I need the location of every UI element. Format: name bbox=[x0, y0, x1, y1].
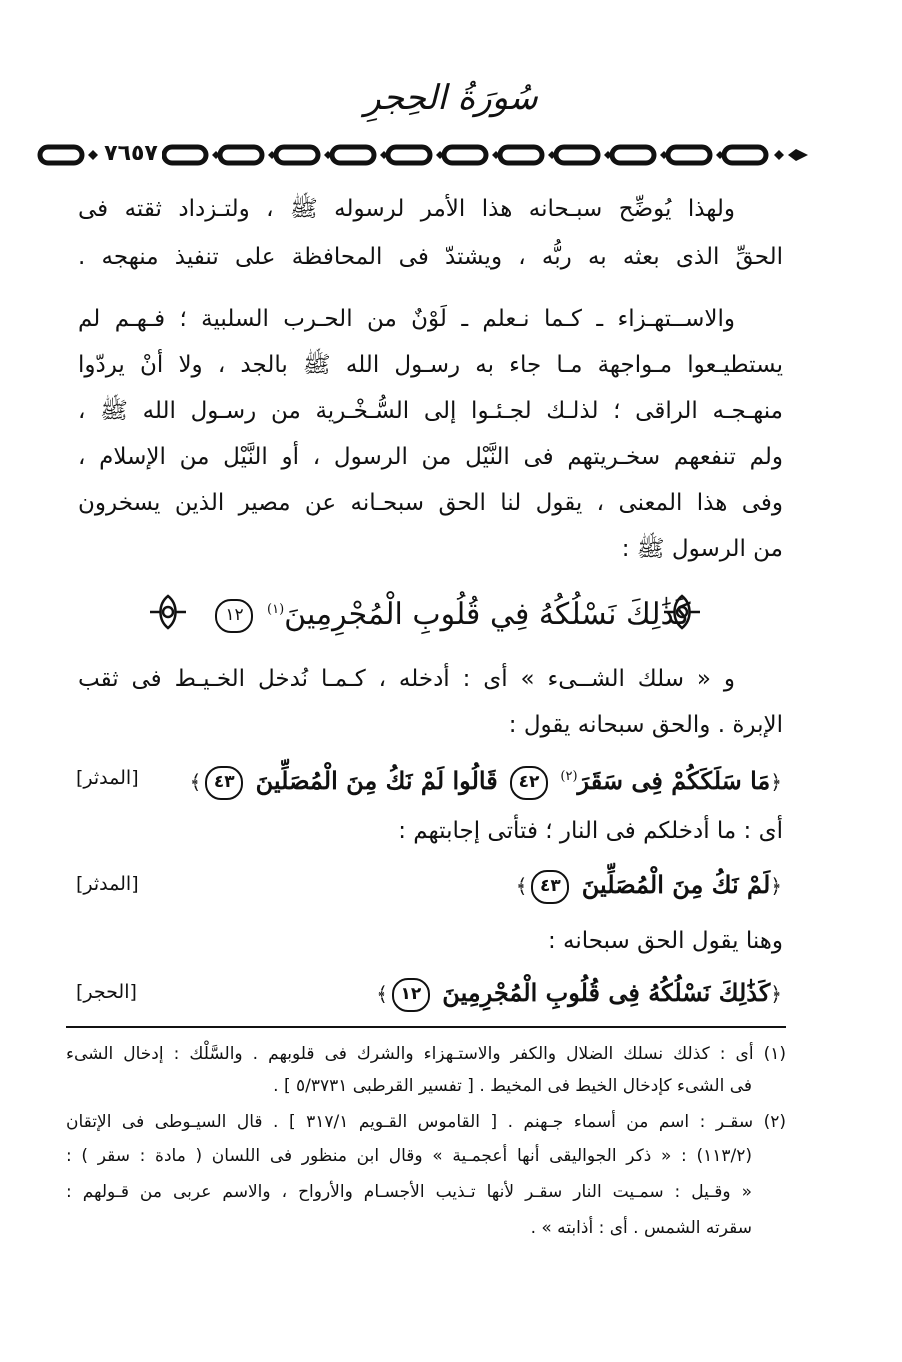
footnote-line: (١١٣/٢) : « ذكر الجواليقى أنها أعجمـية » وقال ابن منظور فى اللسان ( مادة : سقر ) : bbox=[66, 1146, 752, 1166]
footnote-ref-2: (٢) bbox=[560, 769, 578, 784]
surah-reference: [الحجر] bbox=[76, 981, 137, 1003]
footnote-line: (١) أى : كذلك نسلك الضلال والكفر والاستـهزاء والشرك فى قلوبهم . والسَّلْك : إدخال الشىء bbox=[66, 1044, 786, 1064]
body-line: يستطيـعوا مـواجهة مـا جاء به رسـول الله ﷺ بالجد ، ولا أنْ يردّوا bbox=[78, 352, 783, 378]
body-line: منهـجـه الراقى ؛ لذلـك لجـئـوا إلى السُّـخْـرية من رسـول الله ﷺ ، bbox=[78, 398, 783, 424]
surah-title: سُورَةُ الحِجرِ bbox=[364, 78, 538, 118]
page-number: ٧٦٥٧ bbox=[100, 139, 162, 169]
footnote-ref-1: (١) bbox=[267, 602, 285, 617]
body-line: أى : ما أدخلكم فى النار ؛ فتأتى إجابتهم : bbox=[398, 818, 783, 844]
quoted-verse-muddathir-42-43: ﴿مَا سَلَكَكُمْ فِى سَقَرَ$^{(٢)}$ ٤٢ قَالُوا لَمْ نَكُ مِنَ الْمُصَلِّينَ ٤٣﴾ bbox=[160, 754, 782, 800]
footnote-line: « وقـيل : سمـيت النار سقـر لأنها تـذيب الأجسـام والأرواح ، والاسم عربى من قـولهم : bbox=[66, 1182, 752, 1202]
surah-reference: [المدثر] bbox=[76, 873, 139, 895]
footnote-line: فى الشىء كإدخال الخيط فى المخيط . [ تفسير القرطبى ٥/٣٧٣١ ] . bbox=[273, 1076, 752, 1096]
footnote-line: (٢) سقـر : اسم من أسماء جـهنم . [ القاموس القـويم ٣١٧/١ ] . قال السيـوطى فى الإتقان bbox=[66, 1112, 786, 1132]
surah-reference: [المدثر] bbox=[76, 767, 139, 789]
body-line: ولم تنفعهم سخـريتهم فى النَّيْل من الرسول ، أو النَّيْل من الإسلام ، bbox=[78, 444, 783, 470]
body-line: وهنا يقول الحق سبحانه : bbox=[547, 928, 783, 954]
ayah-number-badge: ٤٣ bbox=[205, 766, 243, 800]
body-line: الإبرة . والحق سبحانه يقول : bbox=[508, 712, 783, 738]
body-line: والاســتهـزاء ـ كـما نـعلم ـ لَوْنٌ من الحـرب السلبية ؛ فـهـم لم bbox=[78, 306, 735, 332]
footnote-line: سقرته الشمس . أى : أذابته » . bbox=[530, 1218, 752, 1238]
ayah-number-badge: ٤٣ bbox=[531, 870, 569, 904]
ayah-number-badge: ١٢ bbox=[392, 978, 430, 1012]
body-line: وفى هذا المعنى ، يقول لنا الحق سبحـانه عن مصير الذين يسخرون bbox=[78, 490, 783, 516]
quoted-verse-muddathir-43: ﴿لَمْ نَكُ مِنَ الْمُصَلِّينَ ٤٣﴾ bbox=[160, 862, 782, 908]
ayah-number-badge: ١٢ bbox=[215, 599, 253, 633]
body-line: من الرسول ﷺ : bbox=[621, 536, 783, 562]
body-line: ولهذا يُوضِّح سبـحانه هذا الأمر لرسوله ﷺ ، ولتـزداد ثقته فى bbox=[78, 196, 735, 222]
main-verse-text: كَذَٰلِكَ نَسْلُكُهُ فِي قُلُوبِ الْمُجْرِمِينَ bbox=[284, 597, 691, 632]
footnote-divider bbox=[66, 1026, 786, 1028]
body-line: الحقِّ الذى بعثه به ربُّه ، ويشتدّ فى المحافظة على تنفيذ منهجه . bbox=[78, 244, 783, 270]
quoted-verse-hijr-12: ﴿كَذَٰلِكَ نَسْلُكُهُ فِى قُلُوبِ الْمُجْرِمِينَ ١٢﴾ bbox=[160, 970, 782, 1016]
body-line: و « سلك الشــىء » أى : أدخله ، كـمـا نُدخل الخـيـط فى ثقب bbox=[78, 666, 735, 692]
ayah-number-badge: ٤٢ bbox=[510, 766, 548, 800]
right-ornament-icon bbox=[662, 592, 702, 632]
